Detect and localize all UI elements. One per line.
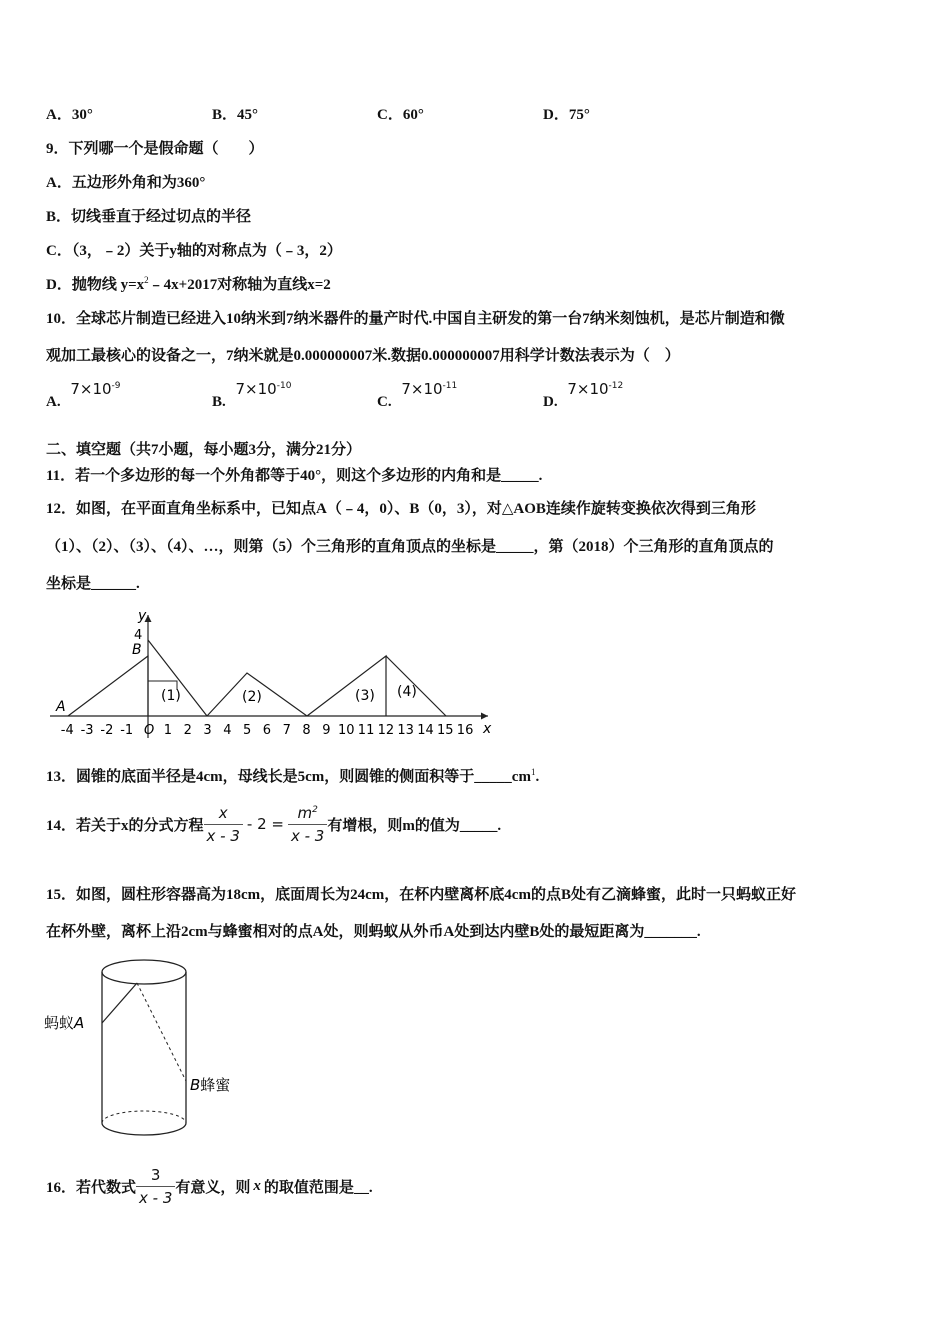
x-tick-label: 5 bbox=[243, 723, 252, 738]
q13: 13．圆锥的底面半径是4cm，母线长是5cm，则圆锥的侧面积等于$\_\_\_\_\_cm^1$. bbox=[46, 767, 540, 785]
q8-option-a: A．30° bbox=[46, 107, 93, 123]
x-tick-label: 7 bbox=[282, 723, 291, 738]
x-tick-label: 15 bbox=[437, 723, 454, 738]
cylinder-top bbox=[102, 960, 186, 984]
x-tick-label: 3 bbox=[203, 723, 212, 738]
triangle-1-edge bbox=[148, 640, 207, 716]
q10-option-a: A. $7\times 10^{-9}$ bbox=[46, 380, 121, 410]
x-axis-arrow bbox=[481, 713, 488, 720]
x-tick-label: -2 bbox=[100, 723, 114, 738]
triangle-3 bbox=[307, 656, 386, 716]
x-tick-label: 1 bbox=[163, 723, 173, 738]
x-tick-label: 16 bbox=[456, 723, 474, 738]
figure-cylinder bbox=[42, 955, 252, 1145]
q11: 11．若一个多边形的每一个外角都等于40°，则这个多边形的内角和是_____. bbox=[46, 468, 543, 484]
q9-option-a: A．五边形外角和为360° bbox=[46, 175, 206, 191]
q16: 16．若代数式 $\frac{3}{x - 3}$ 有意义，则 x 的取值范围是__. bbox=[46, 1165, 373, 1207]
point-a-label: A bbox=[56, 699, 66, 715]
x-tick-label: 14 bbox=[417, 723, 434, 738]
x-axis-label: x bbox=[483, 721, 492, 737]
q14: 14．若关于x的分式方程 $\frac{x}{x - 3}$ - 2 = $\frac{m^2}{x - 3}$ 有增根，则m的值为_____. bbox=[46, 803, 502, 845]
triangle-1-label: (1) bbox=[161, 688, 181, 704]
path-outer bbox=[102, 983, 137, 1023]
x-tick-label: -4 bbox=[60, 723, 74, 738]
q9-option-d: D．抛物线 $y=x^2﹣4x+2017$对称轴为直线x=2 bbox=[46, 275, 331, 293]
q10-option-d: D. $7\times 10^{-12}$ bbox=[543, 380, 624, 410]
x-tick-label: 10 bbox=[338, 723, 355, 738]
q14-fraction-2: $\frac{m^2}{x - 3}$ bbox=[288, 804, 327, 845]
cylinder-bottom-front bbox=[102, 1123, 186, 1135]
q8-option-c: C．60° bbox=[377, 107, 424, 123]
triangle-2-label: (2) bbox=[242, 689, 262, 705]
x-tick-label: O bbox=[144, 723, 155, 738]
x-tick-label: 12 bbox=[377, 723, 395, 738]
figure-triangles bbox=[46, 610, 496, 742]
x-tick-label: 8 bbox=[302, 723, 311, 738]
q9-option-b: B．切线垂直于经过切点的半径 bbox=[46, 209, 252, 225]
x-tick-labels bbox=[61, 723, 474, 738]
triangle-3-label: (3) bbox=[355, 688, 375, 704]
point-b-label: B bbox=[132, 642, 142, 658]
q10-option-b: B. $7\times 10^{-10}$ bbox=[212, 380, 292, 410]
x-tick-label: 2 bbox=[183, 723, 192, 738]
path-inner bbox=[137, 983, 186, 1081]
q10-option-c: C. $7\times 10^{-11}$ bbox=[377, 380, 458, 410]
triangle-4-label: (4) bbox=[397, 684, 417, 700]
q14-fraction-1: $\frac{x}{x - 3}$ bbox=[204, 804, 243, 845]
x-tick-label: 4 bbox=[223, 723, 232, 738]
x-tick-label: -1 bbox=[120, 723, 134, 738]
x-tick-label: -3 bbox=[80, 723, 94, 738]
q10-line1: 10．全球芯片制造已经进入10纳米到7纳米器件的量产时代.中国自主研发的第一台7纳米刻蚀机，是芯片制造和微 bbox=[46, 311, 785, 327]
q12-line1: 12．如图，在平面直角坐标系中，已知点A（﹣4，0）、B（0，3），对△AOB连续作旋转变换依次得到三角形 bbox=[46, 501, 756, 517]
x-tick-label: 6 bbox=[262, 723, 272, 738]
q15-line1: 15．如图，圆柱形容器高为18cm，底面周长为24cm，在杯内壁离杯底4cm的点B处有乙滴蜂蜜，此时一只蚂蚁正好 bbox=[46, 887, 796, 903]
x-tick-label: 13 bbox=[397, 723, 414, 738]
q10-line2: 观加工最核心的设备之一，7纳米就是0.000000007米.数据0.000000007用科学计数法表示为（ ） bbox=[46, 348, 680, 364]
q8-option-d: D．75° bbox=[543, 107, 590, 123]
q9-option-c: C．（3，﹣2）关于y轴的对称点为（﹣3，2） bbox=[46, 243, 342, 259]
q8-option-b: B．45° bbox=[212, 107, 259, 123]
q15-line2: 在杯外壁，离杯上沿2cm与蜂蜜相对的点A处，则蚂蚁从外币A处到达内壁B处的最短距离为_______. bbox=[46, 924, 701, 940]
x-tick-label: 11 bbox=[357, 723, 375, 738]
y-tick-4: 4 bbox=[134, 628, 143, 643]
q12-line3: 坐标是______. bbox=[46, 576, 140, 592]
q16-fraction: $\frac{3}{x - 3}$ bbox=[136, 1166, 175, 1207]
q12-line2: （1）、（2）、（3）、（4）、…，则第（5）个三角形的直角顶点的坐标是_____，第（2018）个三角形的直角顶点的 bbox=[46, 539, 774, 555]
honey-label: B蜂蜜 bbox=[190, 1076, 231, 1094]
section2-heading: 二、填空题（共7小题，每小题3分，满分21分） bbox=[46, 442, 362, 458]
x-tick-label: 9 bbox=[322, 723, 331, 738]
cylinder-bottom-back bbox=[102, 1111, 186, 1123]
q9-stem: 9．下列哪一个是假命题（ ） bbox=[46, 141, 264, 157]
ant-label: 蚂蚁A bbox=[44, 1014, 85, 1032]
y-axis-label: y bbox=[138, 610, 147, 624]
triangle-aob bbox=[68, 656, 148, 716]
